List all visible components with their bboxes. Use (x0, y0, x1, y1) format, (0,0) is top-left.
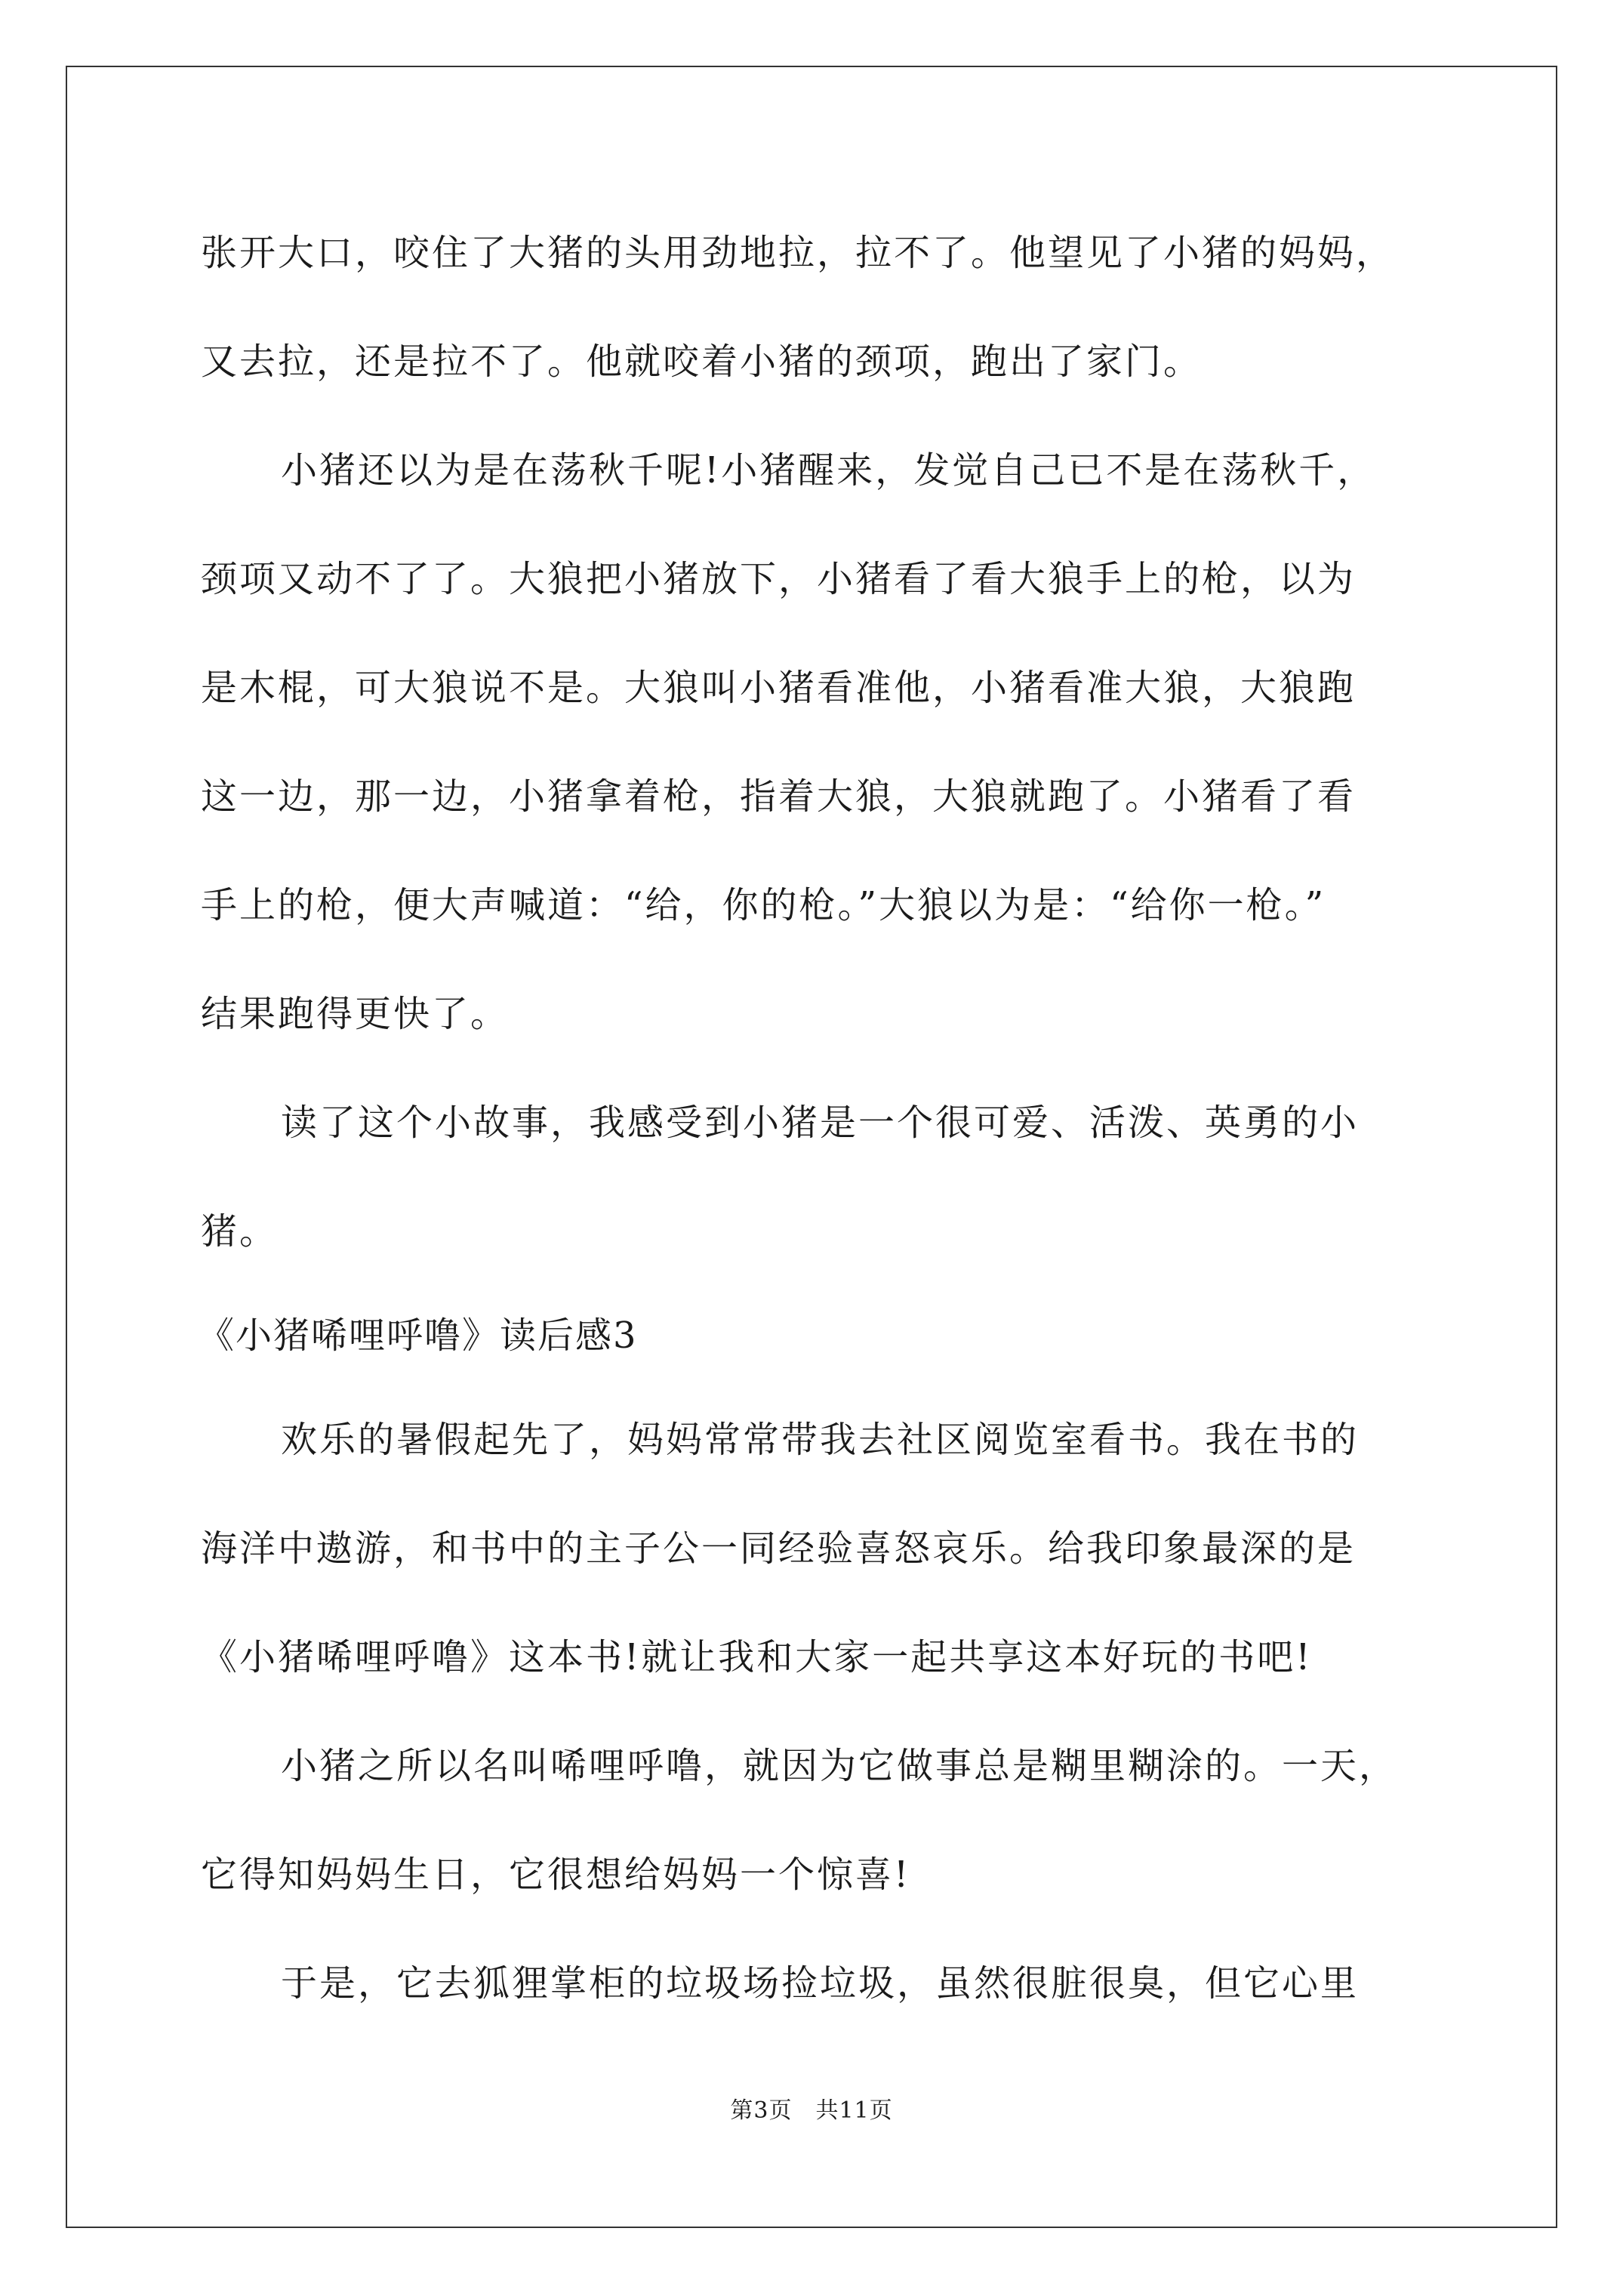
page-border (66, 66, 1557, 2228)
text-line: 它得知妈妈生日，它很想给妈妈一个惊喜! (201, 1854, 911, 1896)
text-line: 欢乐的暑假起先了，妈妈常常带我去社区阅览室看书。我在书的 (281, 1419, 1360, 1461)
text-line: 结果跑得更快了。 (201, 993, 510, 1035)
text-line: 小猪之所以名叫唏哩呼噜，就因为它做事总是糊里糊涂的。一天， (281, 1745, 1398, 1787)
text-line: 颈项又动不了了。大狼把小猪放下，小猪看了看大狼手上的枪，以为 (201, 558, 1357, 600)
text-line: 《小猪唏哩呼噜》这本书!就让我和大家一起共享这本好玩的书吧! (201, 1636, 1313, 1678)
text-line: 海洋中遨游，和书中的主子公一同经验喜怒哀乐。给我印象最深的是 (201, 1527, 1357, 1570)
text-line: 这一边，那一边，小猪拿着枪，指着大狼，大狼就跑了。小猪看了看 (201, 775, 1357, 818)
text-line: 于是，它去狐狸掌柜的垃圾场捡垃圾，虽然很脏很臭，但它心里 (281, 1962, 1360, 2005)
text-line: 小猪还以为是在荡秋千呢!小猪醒来，发觉自己已不是在荡秋千， (281, 449, 1376, 492)
text-line: 读了这个小故事，我感受到小猪是一个很可爱、活泼、英勇的小 (281, 1102, 1360, 1144)
text-line: 手上的枪，便大声喊道：“给，你的枪。”大狼以为是：“给你一枪。” (201, 884, 1326, 926)
text-line: 是木棍，可大狼说不是。大狼叫小猪看准他，小猪看准大狼，大狼跑 (201, 667, 1357, 709)
page-footer: 第3页 共11页 (730, 2097, 893, 2124)
text-line: 猪。 (201, 1210, 279, 1253)
text-line: 张开大口，咬住了大猪的头用劲地拉，拉不了。他望见了小猪的妈妈， (201, 232, 1395, 274)
section-heading: 《小猪唏哩呼噜》读后感3 (198, 1314, 638, 1357)
text-line: 又去拉，还是拉不了。他就咬着小猪的颈项，跑出了家门。 (201, 341, 1203, 383)
